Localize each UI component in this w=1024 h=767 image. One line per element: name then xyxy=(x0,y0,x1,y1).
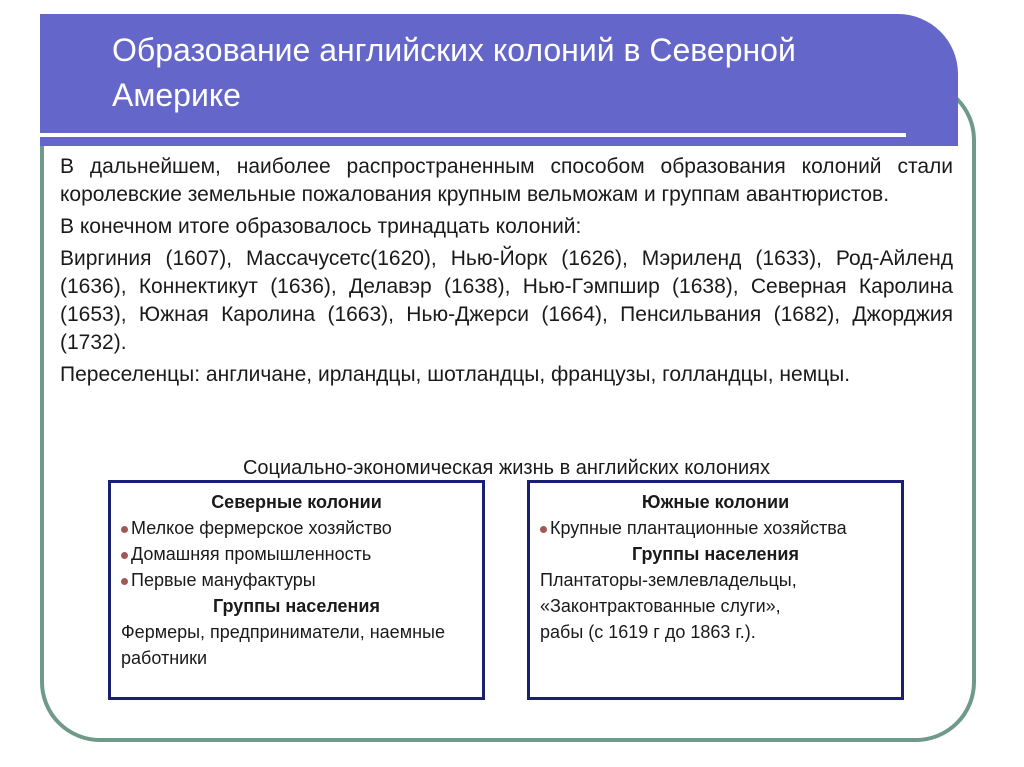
south-groups-line: «Законтрактованные слуги», xyxy=(540,596,781,616)
list-item: Мелкое фермерское хозяйство xyxy=(121,515,472,541)
south-list xyxy=(540,515,891,541)
list-item: Крупные плантационные хозяйства xyxy=(540,515,891,541)
south-heading: Южные колонии xyxy=(641,492,790,512)
list-item: Домашняя промышленность xyxy=(121,541,472,567)
title-underline xyxy=(40,133,906,137)
south-groups-line: рабы (с 1619 г до 1863 г.). xyxy=(540,622,756,642)
north-colonies-box xyxy=(108,480,485,700)
north-heading: Северные колонии xyxy=(211,492,382,512)
list-item: Первые мануфактуры xyxy=(121,567,472,593)
south-colonies-box xyxy=(527,480,904,700)
south-groups-line: Плантаторы-землевладельцы, xyxy=(540,570,797,590)
paragraph-land-grants: В дальнейшем, наиболее распространенным способом образования колоний стали королевские земельные пожалования крупным вельможам и группам авантюристов. xyxy=(60,155,953,206)
north-groups-text: Фермеры, предприниматели, наемные работники xyxy=(121,622,445,668)
paragraph-colony-list: Виргиния (1607), Массачусетс(1620), Нью-Йорк (1626), Мэриленд (1633), Род-Айленд (1636), Коннектикут (1636), Делавэр (1638), Нью-Гэмпшир (1638), Северная Каролина (1653), Южная Каролина (1663), Нью-Джерси (1664), Пенсильвания (1682), Джорджия (1732). xyxy=(60,247,953,354)
paragraph-settlers: Переселенцы: англичане, ирландцы, шотландцы, французы, голландцы, немцы. xyxy=(60,363,851,386)
north-list xyxy=(121,515,472,593)
north-groups-heading: Группы населения xyxy=(213,596,380,616)
social-economic-heading: Социально-экономическая жизнь в английских колониях xyxy=(242,457,771,479)
paragraph-thirteen-colonies: В конечном итоге образовалось тринадцать колоний: xyxy=(60,215,582,238)
body-text xyxy=(60,153,953,393)
slide-title: Образование английских колоний в Северной Америке xyxy=(112,32,796,113)
south-groups-heading: Группы населения xyxy=(632,544,799,564)
